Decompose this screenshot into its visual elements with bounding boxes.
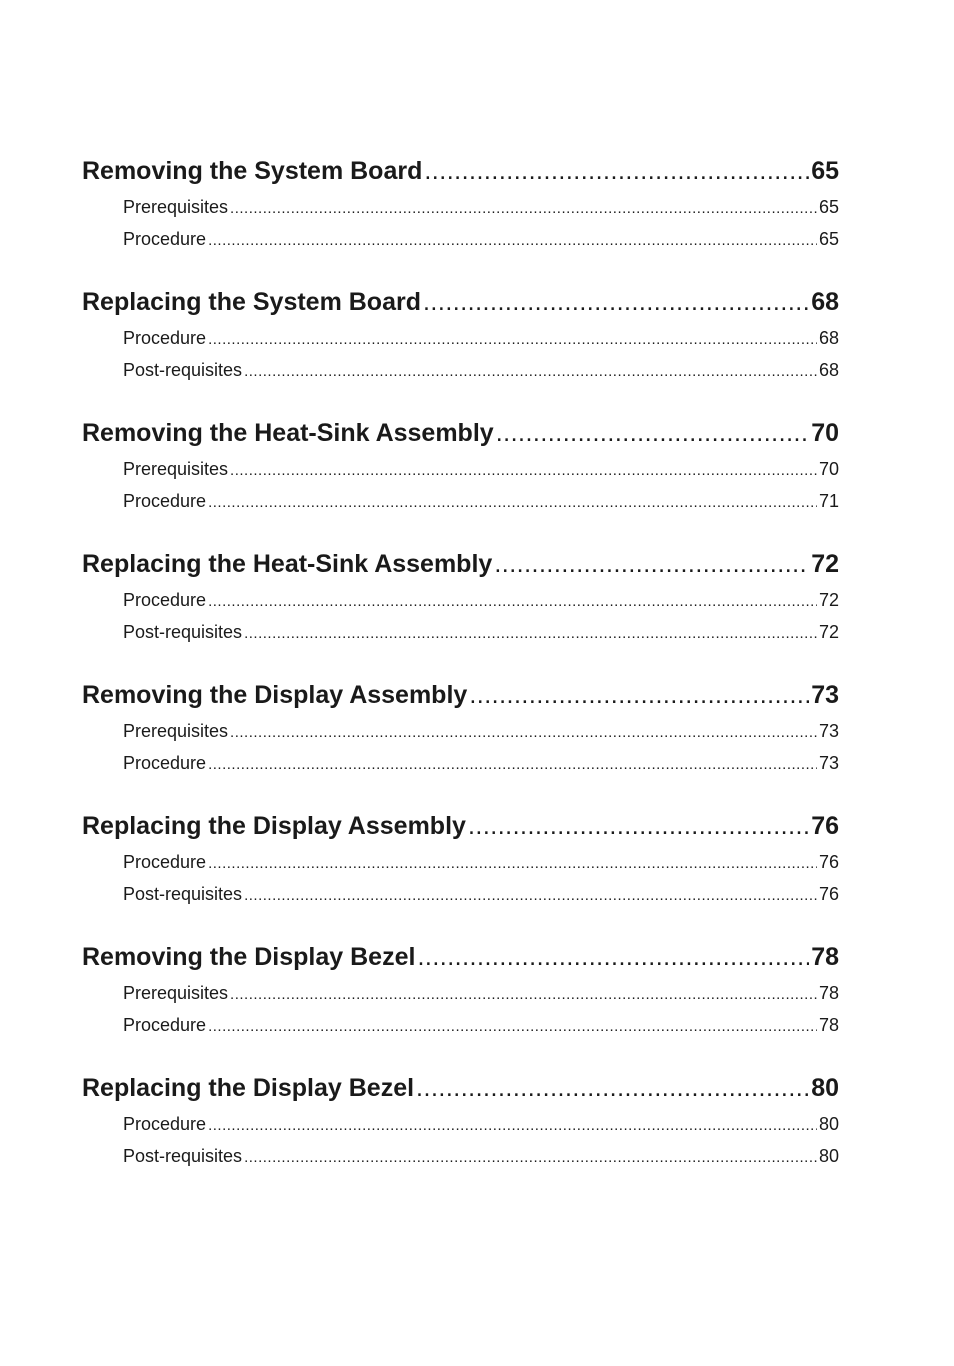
dot-leader: [208, 586, 817, 616]
toc-subentry-page: 65: [818, 229, 839, 249]
toc-subentry[interactable]: [82, 616, 839, 648]
dot-leader: [230, 717, 817, 747]
dot-leader: [208, 1011, 817, 1041]
toc-subentry-page: 78: [818, 1015, 839, 1035]
toc-subentry-title: Procedure: [123, 1015, 207, 1035]
toc-section: [82, 1069, 839, 1172]
dot-leader: [244, 618, 817, 648]
dot-leader: [417, 938, 809, 976]
toc-heading-page: 72: [811, 550, 839, 578]
toc-heading-entry[interactable]: [82, 283, 839, 321]
toc-heading-title: Replacing the Heat-Sink Assembly: [82, 550, 493, 578]
toc-heading-entry[interactable]: [82, 807, 839, 845]
dot-leader: [494, 545, 809, 583]
toc-subentry-page: 72: [818, 622, 839, 642]
dot-leader: [423, 283, 809, 321]
toc-subentry[interactable]: [82, 1009, 839, 1041]
toc-section: [82, 938, 839, 1041]
toc-heading-entry[interactable]: [82, 1069, 839, 1107]
toc-section: [82, 152, 839, 255]
dot-leader: [208, 1110, 817, 1140]
toc-subentry-title: Procedure: [123, 1114, 207, 1134]
toc-subentry[interactable]: [82, 1140, 839, 1172]
toc-heading-title: Removing the Display Assembly: [82, 681, 468, 709]
toc-subentry-page: 71: [818, 491, 839, 511]
dot-leader: [230, 193, 817, 223]
dot-leader: [469, 676, 809, 714]
dot-leader: [244, 356, 817, 386]
toc-heading-page: 68: [811, 288, 839, 316]
dot-leader: [424, 152, 809, 190]
toc-heading-entry[interactable]: [82, 676, 839, 714]
dot-leader: [468, 807, 809, 845]
toc-subentry-page: 73: [818, 753, 839, 773]
toc-heading-title: Replacing the Display Bezel: [82, 1074, 415, 1102]
toc-subentry-page: 72: [818, 590, 839, 610]
toc-heading-title: Removing the Heat-Sink Assembly: [82, 419, 494, 447]
dot-leader: [244, 1142, 817, 1172]
toc-subentry[interactable]: [82, 1108, 839, 1140]
toc-subentry-page: 68: [818, 328, 839, 348]
dot-leader: [230, 455, 817, 485]
dot-leader: [230, 979, 817, 1009]
toc-heading-page: 70: [811, 419, 839, 447]
toc-subentry-title: Prerequisites: [123, 197, 229, 217]
toc-subentry-page: 80: [818, 1146, 839, 1166]
toc-subentry-title: Procedure: [123, 491, 207, 511]
toc-heading-page: 73: [811, 681, 839, 709]
toc-section: [82, 414, 839, 517]
toc-subentry-page: 65: [818, 197, 839, 217]
toc-subentry[interactable]: [82, 453, 839, 485]
toc-subentry[interactable]: [82, 747, 839, 779]
toc-subentry-page: 68: [818, 360, 839, 380]
toc-subentry-page: 70: [818, 459, 839, 479]
toc-section: [82, 676, 839, 779]
toc-subentry[interactable]: [82, 977, 839, 1009]
dot-leader: [496, 414, 810, 452]
toc-heading-title: Removing the System Board: [82, 157, 423, 185]
toc-subentry-page: 73: [818, 721, 839, 741]
toc-subentry-title: Post-requisites: [123, 360, 243, 380]
toc-subentry-page: 76: [818, 852, 839, 872]
toc-heading-title: Replacing the System Board: [82, 288, 421, 316]
toc-subentry[interactable]: [82, 223, 839, 255]
toc-subentry-title: Prerequisites: [123, 459, 229, 479]
dot-leader: [208, 749, 817, 779]
toc-heading-entry[interactable]: [82, 414, 839, 452]
toc-section: [82, 545, 839, 648]
toc-heading-title: Replacing the Display Assembly: [82, 812, 466, 840]
toc-subentry-page: 76: [818, 884, 839, 904]
toc-section: [82, 807, 839, 910]
dot-leader: [208, 225, 817, 255]
toc-subentry[interactable]: [82, 715, 839, 747]
toc-subentry[interactable]: [82, 584, 839, 616]
toc-subentry-title: Procedure: [123, 229, 207, 249]
dot-leader: [208, 487, 817, 517]
toc-subentry-title: Procedure: [123, 852, 207, 872]
toc-heading-entry[interactable]: [82, 938, 839, 976]
toc-subentry-title: Procedure: [123, 328, 207, 348]
toc-subentry-title: Procedure: [123, 590, 207, 610]
dot-leader: [416, 1069, 809, 1107]
toc-heading-entry[interactable]: [82, 545, 839, 583]
toc-subentry-title: Prerequisites: [123, 721, 229, 741]
table-of-contents: [82, 152, 839, 1200]
toc-subentry[interactable]: [82, 485, 839, 517]
toc-heading-page: 78: [811, 943, 839, 971]
toc-subentry[interactable]: [82, 191, 839, 223]
toc-subentry-page: 80: [818, 1114, 839, 1134]
toc-section: [82, 283, 839, 386]
toc-subentry-title: Post-requisites: [123, 1146, 243, 1166]
toc-subentry-title: Prerequisites: [123, 983, 229, 1003]
toc-subentry-page: 78: [818, 983, 839, 1003]
dot-leader: [208, 848, 817, 878]
toc-subentry-title: Post-requisites: [123, 622, 243, 642]
toc-subentry[interactable]: [82, 846, 839, 878]
toc-subentry[interactable]: [82, 322, 839, 354]
toc-heading-page: 65: [811, 157, 839, 185]
toc-heading-entry[interactable]: [82, 152, 839, 190]
toc-heading-title: Removing the Display Bezel: [82, 943, 416, 971]
dot-leader: [244, 880, 817, 910]
toc-subentry-title: Procedure: [123, 753, 207, 773]
toc-heading-page: 76: [811, 812, 839, 840]
toc-subentry[interactable]: [82, 878, 839, 910]
toc-subentry-title: Post-requisites: [123, 884, 243, 904]
toc-heading-page: 80: [811, 1074, 839, 1102]
toc-subentry[interactable]: [82, 354, 839, 386]
dot-leader: [208, 324, 817, 354]
